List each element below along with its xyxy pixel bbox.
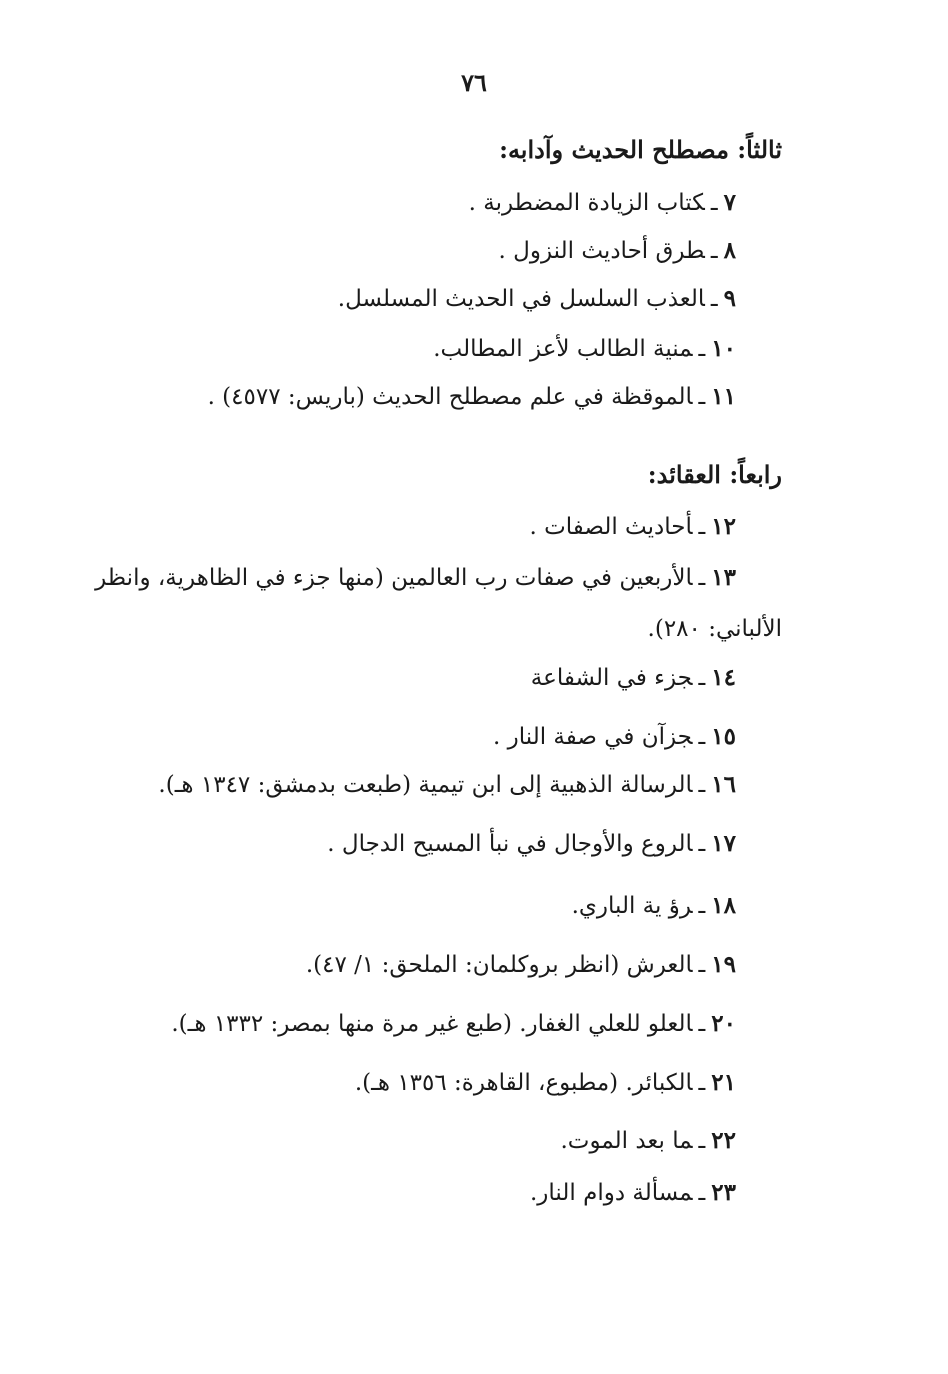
section-label: رابعاً: [729,460,782,489]
item-text: الروع والأوجال في نبأ المسيح الدجال . [327,831,693,857]
list-item: ٢٠ـالعلو للعلي الغفار. (طبع غير مرة منها بمصر: ١٣٣٢ هـ). [171,1010,736,1037]
item-text: كتاب الزيادة المضطربة . [468,190,705,216]
item-text: مسألة دوام النار. [530,1180,693,1206]
item-number: ١٤ [711,664,736,691]
list-item-continuation: الألباني: ٢٨٠). [647,616,782,642]
item-text: العلو للعلي الغفار. (طبع غير مرة منها بمصر: ١٣٣٢ هـ). [171,1011,693,1037]
item-text: الكبائر. (مطبوع، القاهرة: ١٣٥٦ هـ). [354,1070,693,1096]
list-item: ١٧ـالروع والأوجال في نبأ المسيح الدجال . [327,830,736,857]
list-item: ١٥ـجزآن في صفة النار . [493,723,736,750]
section-title: العقائد: [647,460,721,489]
item-number: ١٥ [711,723,736,750]
section-heading-3 [499,135,782,165]
item-number: ١٩ [711,951,736,978]
list-item: ١٩ـالعرش (انظر بروكلمان: الملحق: ١/ ٤٧). [305,951,736,978]
item-text: جزآن في صفة النار . [493,724,693,750]
list-item: ٢٣ـمسألة دوام النار. [530,1179,736,1206]
list-item: ١٢ـأحاديث الصفات . [529,513,736,540]
list-item: ١٨ـرؤ ية الباري. [571,892,736,919]
item-text: العرش (انظر بروكلمان: الملحق: ١/ ٤٧). [305,952,693,978]
item-number: ١٨ [711,892,736,919]
item-text: منية الطالب لأعز المطالب. [433,336,693,362]
item-text: طرق أحاديث النزول . [498,238,705,264]
list-item: ٩ـالعذب السلسل في الحديث المسلسل. [337,285,736,312]
list-item: ٢١ـالكبائر. (مطبوع، القاهرة: ١٣٥٦ هـ). [354,1069,736,1096]
list-item: ٨ـطرق أحاديث النزول . [498,237,736,264]
list-item: ١٦ـالرسالة الذهبية إلى ابن تيمية (طبعت بدمشق: ١٣٤٧ هـ). [158,771,736,798]
list-item: ١٤ـجزء في الشفاعة [530,664,736,691]
item-number: ٢٠ [711,1010,736,1037]
item-text: الأربعين في صفات رب العالمين (منها جزء في الظاهرية، وانظر [95,565,693,591]
item-text: الرسالة الذهبية إلى ابن تيمية (طبعت بدمشق: ١٣٤٧ هـ). [158,772,693,798]
item-number: ٢٢ [711,1127,736,1154]
item-number: ١٠ [711,335,736,362]
item-number: ١٣ [711,564,736,591]
section-title: مصطلح الحديث وآدابه: [499,135,729,164]
item-text: رؤ ية الباري. [571,893,693,919]
list-item: ١١ـالموقظة في علم مصطلح الحديث (باريس: ٤٥٧٧) . [207,383,736,410]
item-number: ١٦ [711,771,736,798]
item-number: ١٢ [711,513,736,540]
list-item: ٧ـكتاب الزيادة المضطربة . [468,189,736,216]
item-text: الموقظة في علم مصطلح الحديث (باريس: ٤٥٧٧) . [207,384,693,410]
item-number: ٢١ [711,1069,736,1096]
item-number: ١١ [711,383,736,410]
item-number: ٩ [723,285,736,312]
page-number: ٧٦ [461,68,487,97]
list-item: ١٣ـالأربعين في صفات رب العالمين (منها جزء في الظاهرية، وانظر [95,564,736,591]
item-number: ٨ [723,237,736,264]
item-text: ما بعد الموت. [560,1128,693,1154]
item-text: جزء في الشفاعة [530,665,693,691]
list-item: ٢٢ـما بعد الموت. [560,1127,736,1154]
item-number: ١٧ [711,830,736,857]
item-text: أحاديث الصفات . [529,514,693,540]
item-number: ٧ [723,189,736,216]
item-number: ٢٣ [711,1179,736,1206]
list-item: ١٠ـمنية الطالب لأعز المطالب. [433,335,736,362]
section-label: ثالثاً: [737,135,782,164]
item-text: العذب السلسل في الحديث المسلسل. [337,286,705,312]
section-heading-4 [648,460,782,490]
